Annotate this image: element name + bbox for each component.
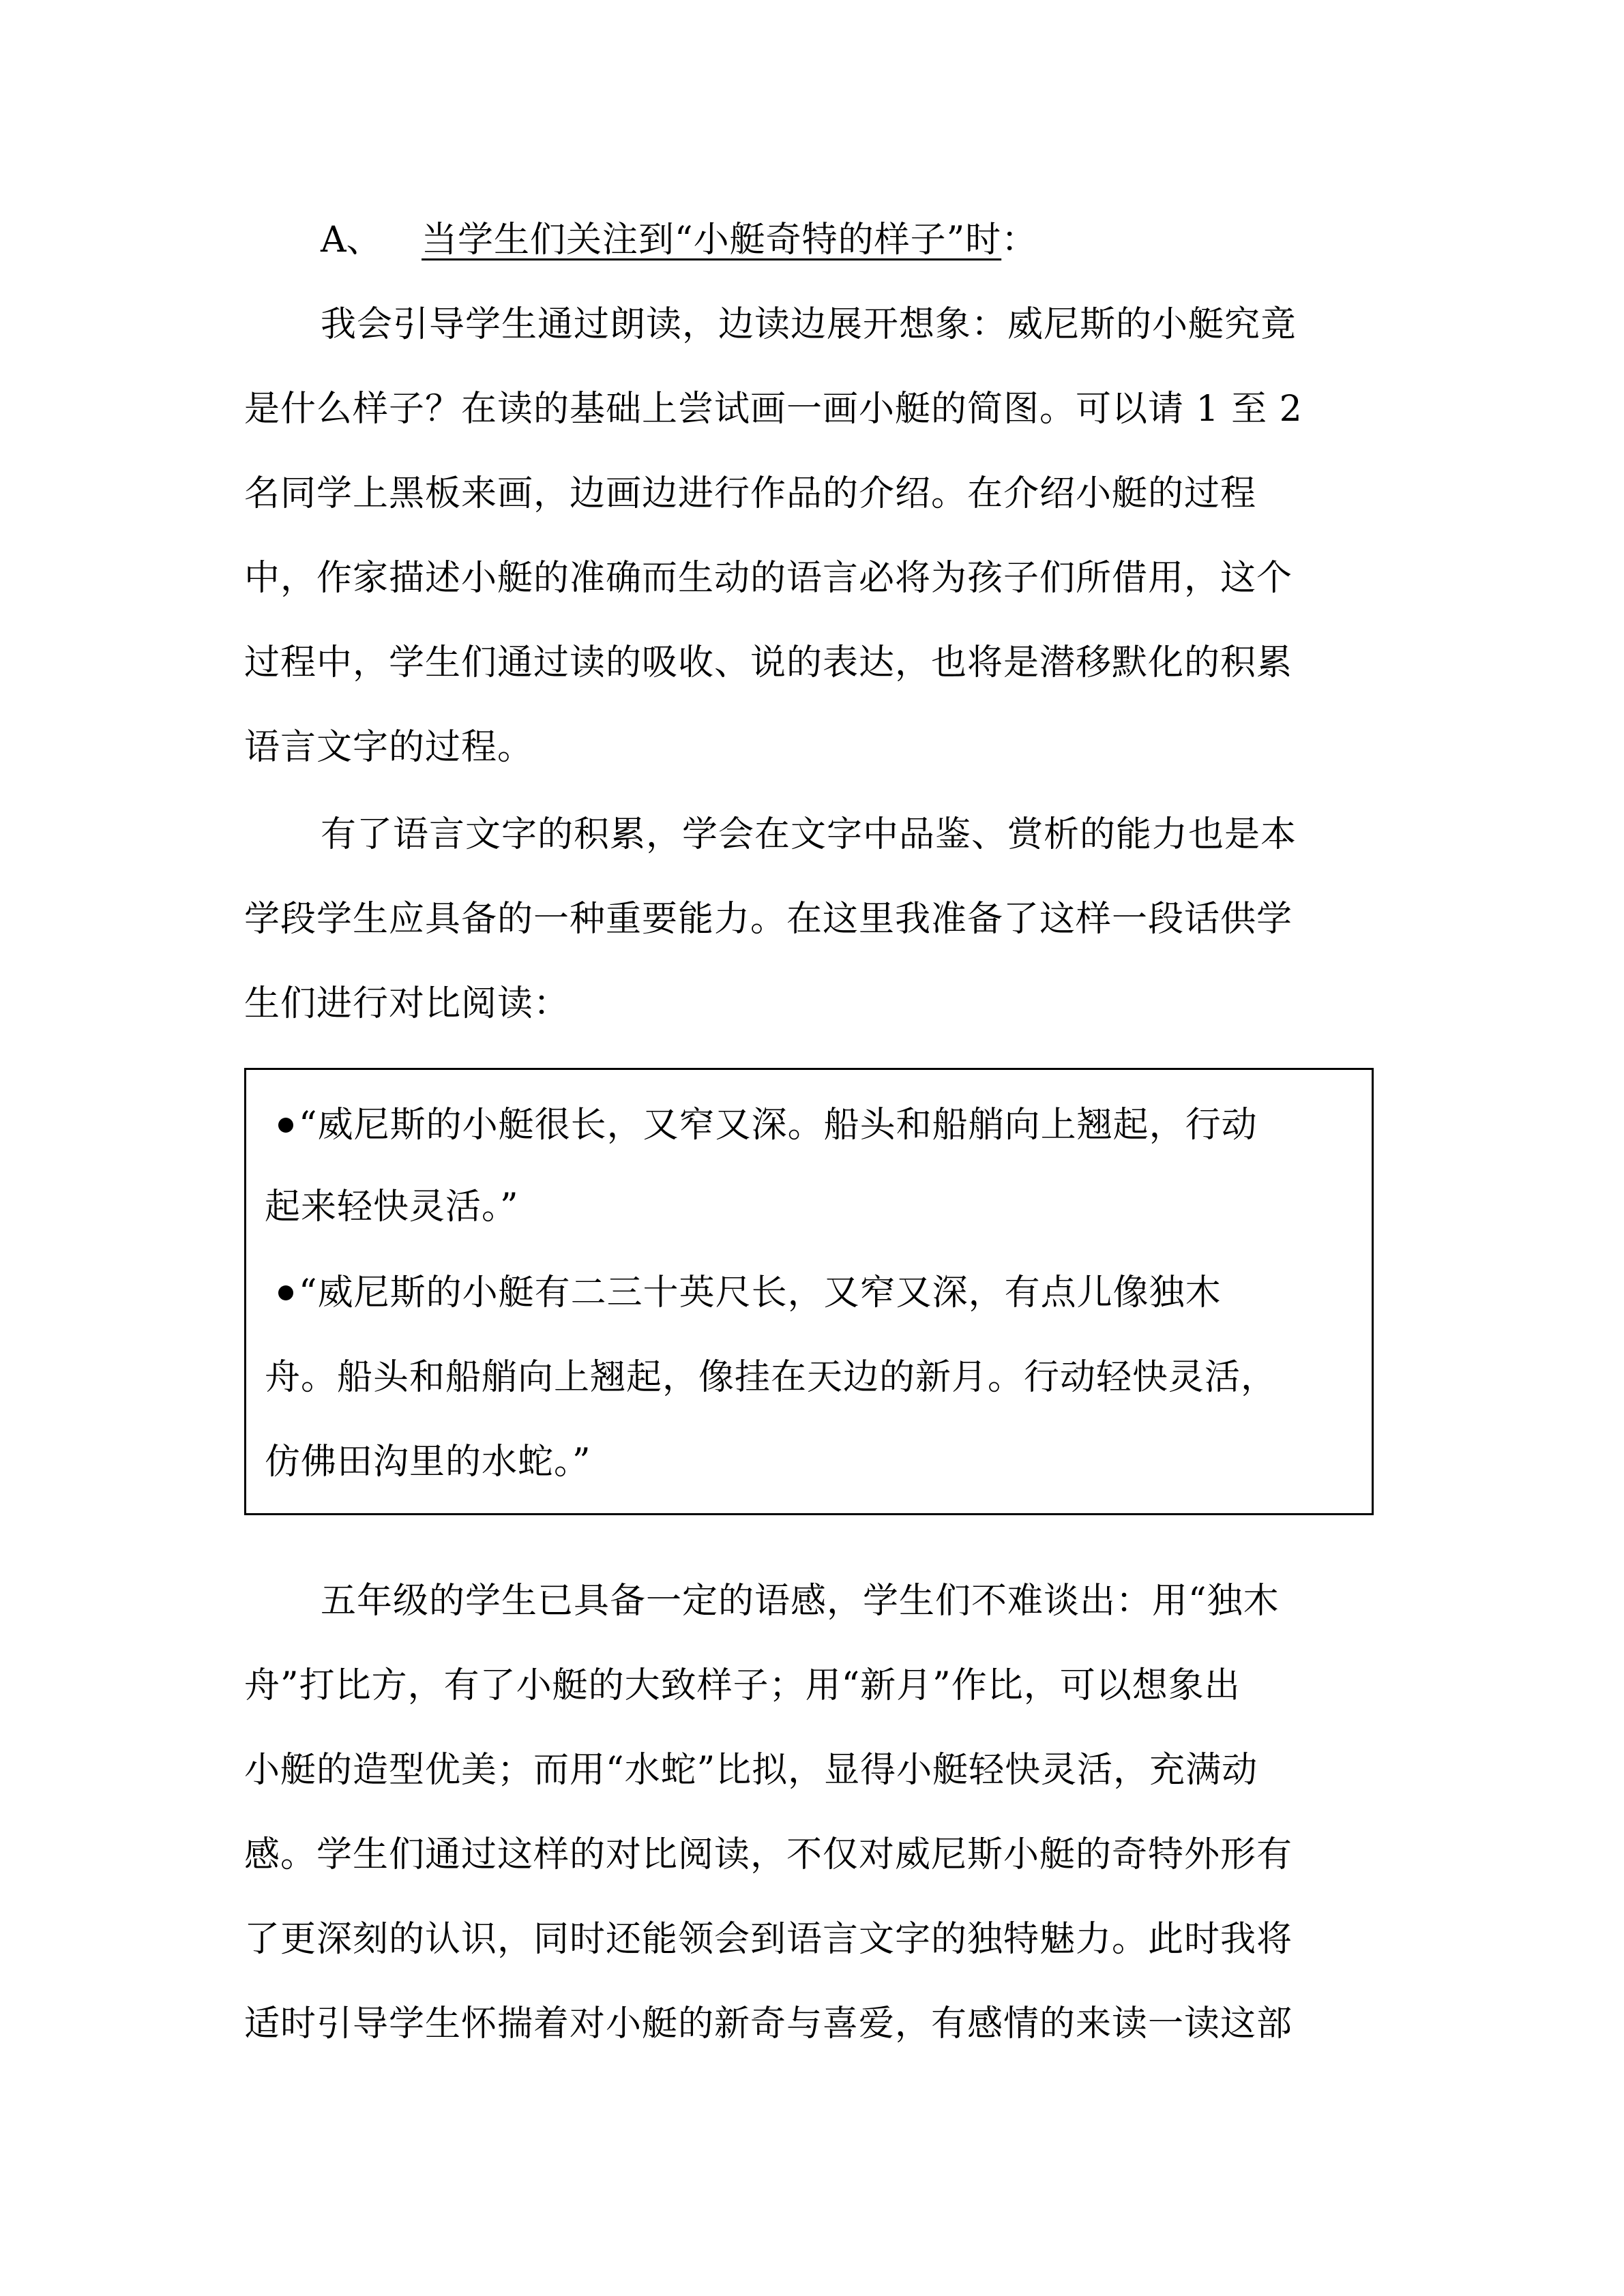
paragraph-1-line-2: 是什么样子？在读的基础上尝试画一画小艇的简图。可以请 1 至 2 xyxy=(244,389,1303,430)
paragraph-2-line-2: 学段学生应具备的一种重要能力。在这里我准备了这样一段话供学 xyxy=(244,899,1293,940)
paragraph-1-line-3: 名同学上黑板来画，边画边进行作品的介绍。在介绍小艇的过程 xyxy=(244,473,1257,514)
paragraph-3-line-2: 舟”打比方，有了小艇的大致样子；用“新月”作比，可以想象出 xyxy=(244,1665,1241,1706)
paragraph-1-line-5: 过程中，学生们通过读的吸收、说的表达，也将是潜移默化的积累 xyxy=(244,642,1293,683)
section-heading xyxy=(422,220,1037,260)
quote-2-line-1-text: “威尼斯的小艇有二三十英尺长，又窄又深，有点儿像独木 xyxy=(299,1272,1222,1313)
paragraph-3-line-6: 适时引导学生怀揣着对小艇的新奇与喜爱，有感情的来读一读这部 xyxy=(244,2003,1293,2044)
paragraph-1-line-6: 语言文字的过程。 xyxy=(244,727,534,768)
bullet-icon xyxy=(278,1285,293,1300)
quote-2-line-2: 舟。船头和船艄向上翘起，像挂在天边的新月。行动轻快灵活， xyxy=(265,1357,1278,1398)
paragraph-2-line-3: 生们进行对比阅读： xyxy=(244,983,570,1024)
paragraph-2-line-1: 有了语言文字的积累，学会在文字中品鉴、赏析的能力也是本 xyxy=(321,814,1297,855)
paragraph-3-line-5: 了更深刻的认识，同时还能领会到语言文字的独特魅力。此时我将 xyxy=(244,1919,1293,1960)
section-heading-title: 当学生们关注到“小艇奇特的样子”时 xyxy=(422,220,1002,260)
quote-1-line-1-text: “威尼斯的小艇很长，又窄又深。船头和船艄向上翘起，行动 xyxy=(299,1105,1258,1146)
paragraph-1-line-1: 我会引导学生通过朗读，边读边展开想象：威尼斯的小艇究竟 xyxy=(321,304,1297,345)
paragraph-3-line-4: 感。学生们通过这样的对比阅读，不仅对威尼斯小艇的奇特外形有 xyxy=(244,1834,1293,1875)
section-label: A、 xyxy=(321,220,382,260)
paragraph-3-line-3: 小艇的造型优美；而用“水蛇”比拟，显得小艇轻快灵活，充满动 xyxy=(244,1750,1258,1791)
paragraph-3-line-1: 五年级的学生已具备一定的语感，学生们不难谈出：用“独木 xyxy=(321,1581,1280,1622)
section-heading-colon: ： xyxy=(1001,220,1038,260)
quote-2-line-1 xyxy=(278,1272,1222,1313)
bullet-icon xyxy=(278,1118,293,1133)
quote-1-line-2: 起来轻快灵活。” xyxy=(265,1187,519,1227)
paragraph-1-line-4: 中，作家描述小艇的准确而生动的语言必将为孩子们所借用，这个 xyxy=(244,558,1293,599)
quote-1-line-1 xyxy=(278,1105,1258,1146)
quote-2-line-3: 仿佛田沟里的水蛇。” xyxy=(265,1442,591,1482)
